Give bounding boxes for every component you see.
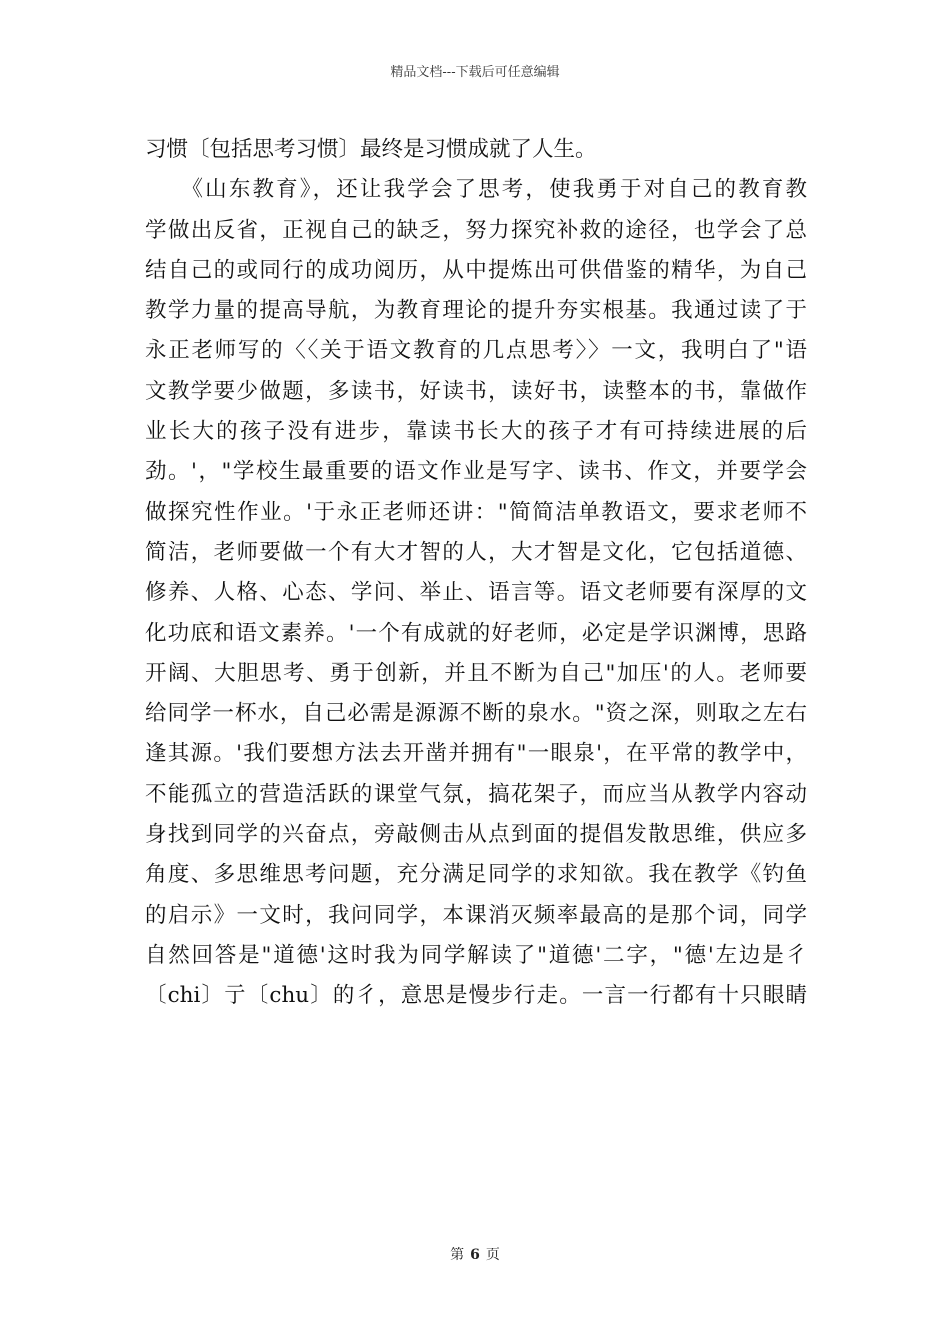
text-line: 永正老师写的〈〈关于语文教育的几点思考〉〉一文，我明白了"语 [145,338,807,364]
text-line: 习惯〔包括思考习惯〕最终是习惯成就了人生。 [145,137,597,162]
text-line: 逢其源。'我们要想方法去开凿并拥有"一眼泉'，在平常的教学中， [145,741,807,767]
page-number-suffix: 页 [485,1247,500,1263]
page-number-prefix: 第 [450,1247,465,1263]
text-line: 化功底和语文素养。'一个有成就的好老师，必定是学识渊博，思路 [145,620,807,646]
text-line: 修养、人格、心态、学问、举止、语言等。语文老师要有深厚的文 [145,580,807,606]
text-line: 结自己的或同行的成功阅历，从中提炼出可供借鉴的精华，为自己 [145,257,807,283]
page-footer [0,1246,950,1264]
text-line: 身找到同学的兴奋点，旁敲侧击从点到面的提倡发散思维，供应多 [145,822,807,848]
page-header: 精品文档---下载后可任意编辑 [390,65,560,80]
text-line: 角度、多思维思考问题，充分满足同学的求知欲。我在教学《钓鱼 [145,862,807,888]
page-number: 6 [470,1247,480,1263]
text-line: 给同学一杯水，自己必需是源源不断的泉水。"资之深，则取之左右 [145,701,807,727]
text-line: 开阔、大胆思考、勇于创新，并且不断为自己"加压'的人。老师要 [145,660,807,686]
text-line: 自然回答是"道德'这时我为同学解读了"道德'二字，"德'左边是彳 [145,942,807,968]
text-line: 业长大的孩子没有进步，靠读书长大的孩子才有可持续进展的后 [145,419,807,445]
text-line: 文教学要少做题，多读书，好读书，读好书，读整本的书，靠做作 [145,378,807,404]
text-line: 劲。'，"学校生最重要的语文作业是写字、读书、作文，并要学会 [145,459,807,485]
text-line: 简洁，老师要做一个有大才智的人，大才智是文化，它包括道德、 [145,539,807,565]
text-line: 教学力量的提高导航，为教育理论的提升夯实根基。我通过读了于 [145,298,807,324]
document-body [145,130,807,1017]
text-line: 〔chi〕亍〔chu〕的彳，意思是慢步行走。一言一行都有十只眼睛 [145,983,807,1009]
text-line: 做探究性作业。'于永正老师还讲："简简洁单教语文，要求老师不 [145,499,807,525]
text-line: 《山东教育》，还让我学会了思考，使我勇于对自己的教育教 [145,177,807,203]
text-line: 不能孤立的营造活跃的课堂气氛，搞花架子，而应当从教学内容动 [145,781,807,807]
text-line: 学做出反省，正视自己的缺乏，努力探究补救的途径，也学会了总 [145,217,807,243]
text-line: 的启示》一文时，我问同学，本课消灭频率最高的是那个词，同学 [145,902,807,928]
